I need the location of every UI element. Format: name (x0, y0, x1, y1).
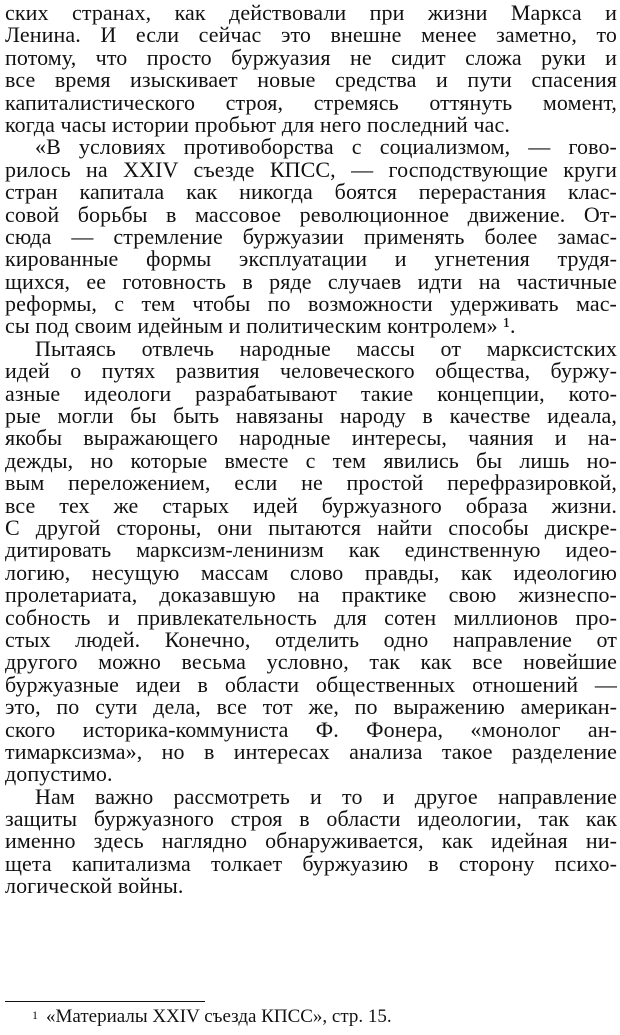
text-line: буржуазные идеи в области общественных отношений — (5, 671, 617, 697)
text-line: именно здесь наглядно обнаруживается, как идейная ни- (5, 828, 617, 854)
text-line: азные идеологи разрабатывают такие концепции, кото- (5, 380, 617, 406)
text-line: тимарксизма», но в интересах анализа такое разделение (5, 738, 617, 764)
text-line: якобы выражающего народные интересы, чаяния и на- (5, 425, 617, 451)
text-line: это, по сути дела, все тот же, по выражению американ- (5, 694, 617, 720)
footnote-text: «Материалы XXIV съезда КПСС», стр. 15. (46, 1006, 392, 1027)
text-line: другого можно весьма условно, так как все новейшие (5, 649, 617, 675)
text-line: щихся, ее готовность в ряде случаев идти на частичные (5, 268, 617, 294)
text-line: идей о путях развития человеческого общества, буржу- (5, 358, 617, 384)
text-line: Ленина. И если сейчас это внешне менее заметно, то (5, 22, 617, 48)
text-line: вым переложением, если не простой перефразировкой, (5, 470, 617, 496)
text-line: собность и привлекательность для сотен миллионов про- (5, 604, 617, 630)
text-line: рилось на XXIV съезде КПСС, — господствующие круги (5, 156, 617, 182)
text-line: стран капитала как никогда боятся перерастания клас- (5, 179, 617, 205)
text-line: логию, несущую массам слово правды, как идеологию (5, 559, 617, 585)
text-line: дитировать марксизм-ленинизм как единственную идео- (5, 537, 617, 563)
footnote-mark: 1 (32, 1008, 38, 1022)
text-line: все тех же старых идей буржуазного образа жизни. (5, 492, 617, 518)
text-line: все время изыскивает новые средства и пути спасения (5, 67, 617, 93)
text-line: «В условиях противоборства с социализмом, — гово- (35, 134, 617, 160)
text-line: ского историка-коммуниста Ф. Фонера, «монолог ан- (5, 716, 617, 742)
text-line: С другой стороны, они пытаются найти способы дискре- (5, 514, 617, 540)
footnote-rule (5, 1001, 205, 1002)
text-line: стых людей. Конечно, отделить одно направление от (5, 626, 617, 652)
text-line: допустимо. (5, 761, 113, 787)
body-text (5, 2, 617, 898)
text-line: кированные формы эксплуатации и угнетения трудя- (5, 246, 617, 272)
text-line: дежды, но которые вместе с тем явились бы лишь но- (5, 447, 617, 473)
text-line: защиты буржуазного строя в области идеологии, так как (5, 806, 617, 832)
text-line: Пытаясь отвлечь народные массы от марксистских (35, 335, 617, 361)
text-line: капиталистического строя, стремясь оттянуть момент, (5, 89, 617, 115)
text-line: реформы, с тем чтобы по возможности удерживать мас- (5, 291, 617, 317)
text-line: когда часы истории пробьют для него последний час. (5, 111, 510, 137)
footnote (32, 1006, 392, 1028)
text-line: логической войны. (5, 873, 184, 899)
text-line: совой борьбы в массовое революционное движение. От- (5, 201, 617, 227)
text-line: сюда — стремление буржуазии применять более замас- (5, 223, 617, 249)
text-line: потому, что просто буржуазия не сидит сложа руки и (5, 44, 617, 70)
text-line: сы под своим идейным и политическим контролем» ¹. (5, 313, 516, 339)
text-line: пролетариата, доказавшую на практике свою жизнеспо- (5, 582, 617, 608)
text-line: ских странах, как действовали при жизни Маркса и (5, 0, 617, 25)
text-line: рые могли бы быть навязаны народу в качестве идеала, (5, 403, 617, 429)
text-line: щета капитализма толкает буржуазию в сторону психо- (5, 850, 617, 876)
text-line: Нам важно рассмотреть и то и другое направление (35, 783, 617, 809)
